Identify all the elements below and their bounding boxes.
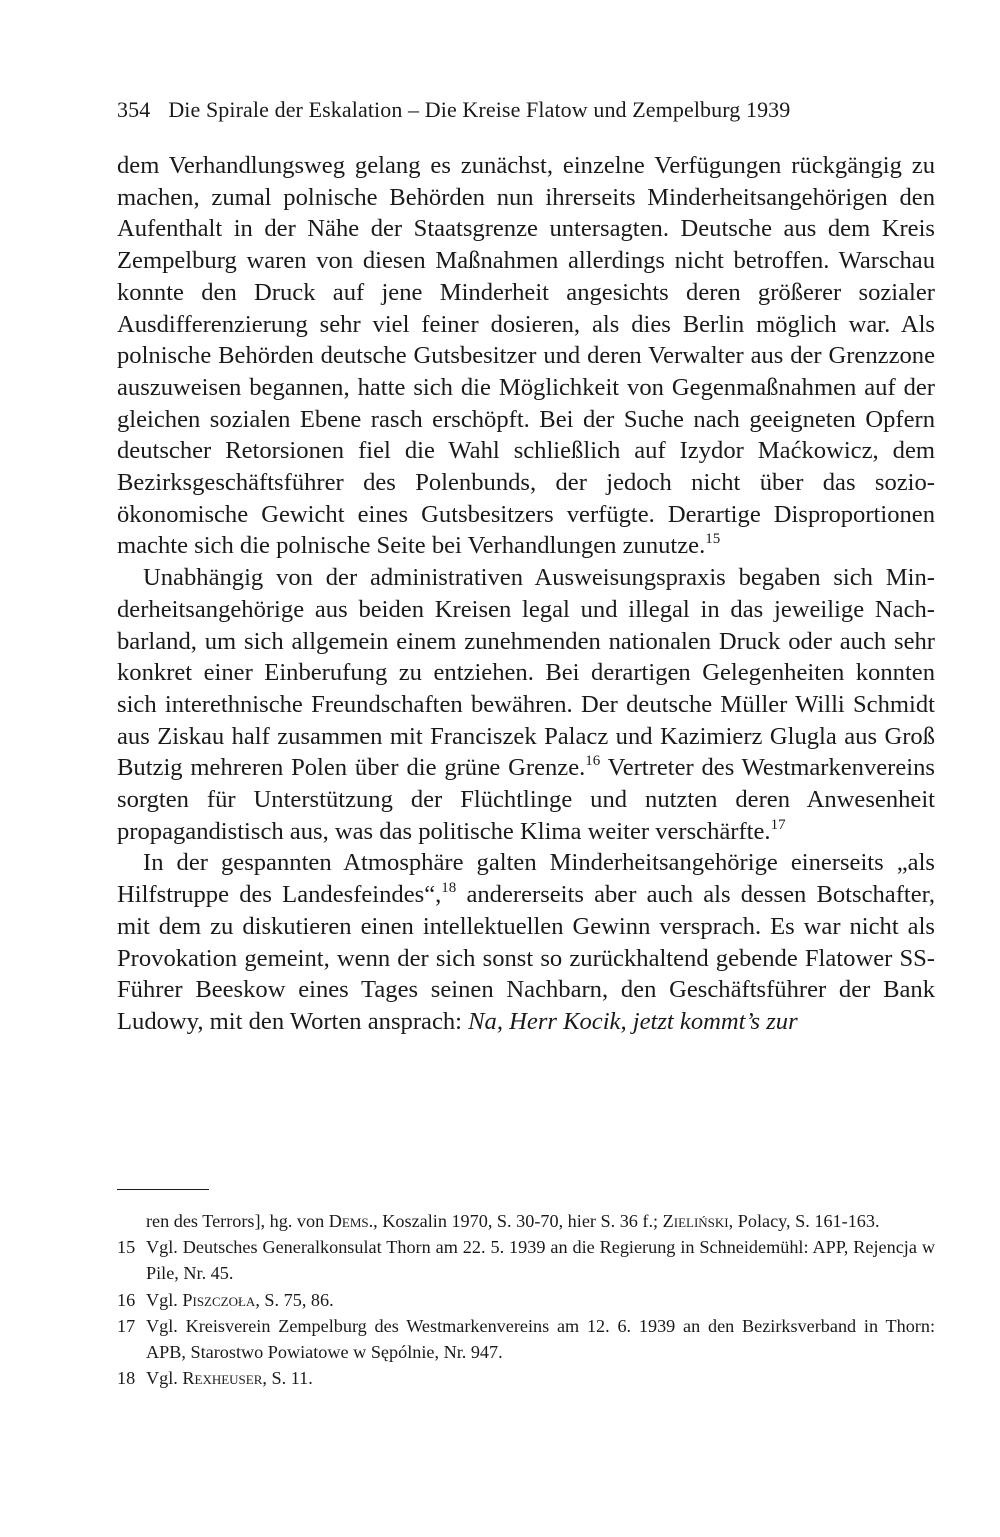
footnotes xyxy=(117,1208,935,1391)
author-dems: Dems. xyxy=(328,1211,374,1231)
footnote-18-number: 18 xyxy=(117,1368,136,1389)
paragraph-3 xyxy=(117,847,935,1037)
footnote-16-text-b: , S. 75, 86. xyxy=(255,1289,334,1310)
paragraph-2-text-b: Vertreter des Westmarkenvereins sorgten für Unterstützung der Flüchtlinge und nutzten deren Anwesenheit propagandistisch aus, was das politische Klima weiter verschärfte. xyxy=(117,754,935,845)
body-text xyxy=(117,150,935,1038)
paragraph-3-quote: Na, Herr Kocik, jetzt kommt’s zur xyxy=(468,1007,798,1035)
running-head xyxy=(117,96,935,124)
footnote-continuation-text-c: , Polacy, S. 161-163. xyxy=(728,1211,880,1231)
running-title: Die Spirale der Eskalation – Die Kreise Flatow und Zempelburg 1939 xyxy=(168,97,791,122)
footnote-18 xyxy=(117,1365,935,1391)
footnote-continuation xyxy=(117,1208,935,1234)
footnote-15 xyxy=(117,1234,935,1286)
paragraph-1 xyxy=(117,150,935,562)
footnote-15-number: 15 xyxy=(117,1237,136,1258)
paragraph-2 xyxy=(117,562,935,847)
footnote-continuation-text-b: , Koszalin 1970, S. 30-70, hier S. 36 f.; xyxy=(373,1211,663,1231)
footnote-16 xyxy=(117,1287,935,1313)
page-number: 354 xyxy=(117,97,151,122)
footnote-18-text-a: Vgl. xyxy=(146,1368,183,1389)
footnote-16-number: 16 xyxy=(117,1289,136,1310)
paragraph-2-text-a: Unabhängig von der administrativen Ausweisungspraxis begaben sich Minderheitsangehörige aus beiden Kreisen legal und illegal in das jeweilige Nachbarland, um sich allgemein einem zunehmenden nationalen Druck oder auch sehr konkret einer Einberufung zu entziehen. Bei derartigen Gelegenheiten konnten sich interethnische Freundschaften bewähren. Der deutsche Müller Willi Schmidt aus Ziskau half zusammen mit Franciszek Palacz und Kazimierz Glugla aus Groß Butzig mehreren Polen über die grüne Grenze. xyxy=(117,564,935,782)
author-zielinski: Zieliński xyxy=(662,1211,729,1231)
footnote-ref-15: 15 xyxy=(705,531,721,548)
book-page xyxy=(117,96,935,1038)
footnote-18-text-b: , S. 11. xyxy=(262,1368,313,1389)
footnote-16-text-a: Vgl. xyxy=(146,1289,183,1310)
author-rexheuser: Rexheuser xyxy=(182,1368,263,1389)
footnote-ref-17: 17 xyxy=(770,816,786,833)
footnote-continuation-text-a: ren des Terrors], hg. von xyxy=(146,1211,329,1231)
footnote-15-text: Vgl. Deutsches Generalkonsulat Thorn am 22. 5. 1939 an die Regierung in Schneidemühl: APP, Rejencja w Pile, Nr. 45. xyxy=(146,1237,935,1284)
footnote-17-number: 17 xyxy=(117,1315,136,1336)
footnote-rule xyxy=(117,1189,209,1190)
footnote-17 xyxy=(117,1313,935,1365)
paragraph-1-text: dem Verhandlungsweg gelang es zunächst, einzelne Verfügungen rückgängig zu machen, zumal polnische Behörden nun ihrerseits Minderheitsangehörigen den Aufenthalt in der Nähe der Staatsgrenze untersagten. Deutsche aus dem Kreis Zempelburg waren von diesen Maßnahmen allerdings nicht betroffen. Warschau konnte den Druck auf jene Minderheit angesichts deren größerer sozialer Ausdifferenzierung sehr viel feiner dosieren, als dies Berlin möglich war. Als polnische Behörden deutsche Gutsbesitzer und deren Verwalter aus der Grenzzone auszuweisen begannen, hatte sich die Möglichkeit von Gegenmaßnahmen auf der gleichen sozialen Ebene rasch erschöpft. Bei der Suche nach geeigneten Opfern deutscher Retorsionen fiel die Wahl schließlich auf Izydor Maćkowicz, dem Bezirksgeschäftsführer des Polenbunds, der jedoch nicht über das sozioökonomische Gewicht eines Gutsbesitzers verfügte. Derartige Disproportionen machte sich die polnische Seite bei Verhandlungen zunutze. xyxy=(117,152,935,560)
footnote-ref-18: 18 xyxy=(441,880,457,897)
author-piszczola: Piszczoła xyxy=(182,1289,256,1310)
footnote-ref-16: 16 xyxy=(585,753,601,770)
paragraph-3-text-a: In der gespannten Atmosphäre galten Minderheitsangehörige einerseits „als Hilfstruppe des Landesfeindes“, xyxy=(117,849,935,909)
paragraph-3-text-b: andererseits aber auch als dessen Botschafter, mit dem zu diskutieren einen intellektuellen Gewinn versprach. Es war nicht als Provokation gemeint, wenn der sich sonst so zurückhaltend gebende Flatower SS-Führer Beeskow eines Tages seinen Nachbarn, den Geschäftsführer der Bank Ludowy, mit den Worten ansprach: xyxy=(117,881,935,1035)
footnote-17-text: Vgl. Kreisverein Zempelburg des Westmarkenvereins am 12. 6. 1939 an den Bezirksverband in Thorn: APB, Starostwo Powiatowe w Sępólnie, Nr. 947. xyxy=(146,1315,935,1363)
